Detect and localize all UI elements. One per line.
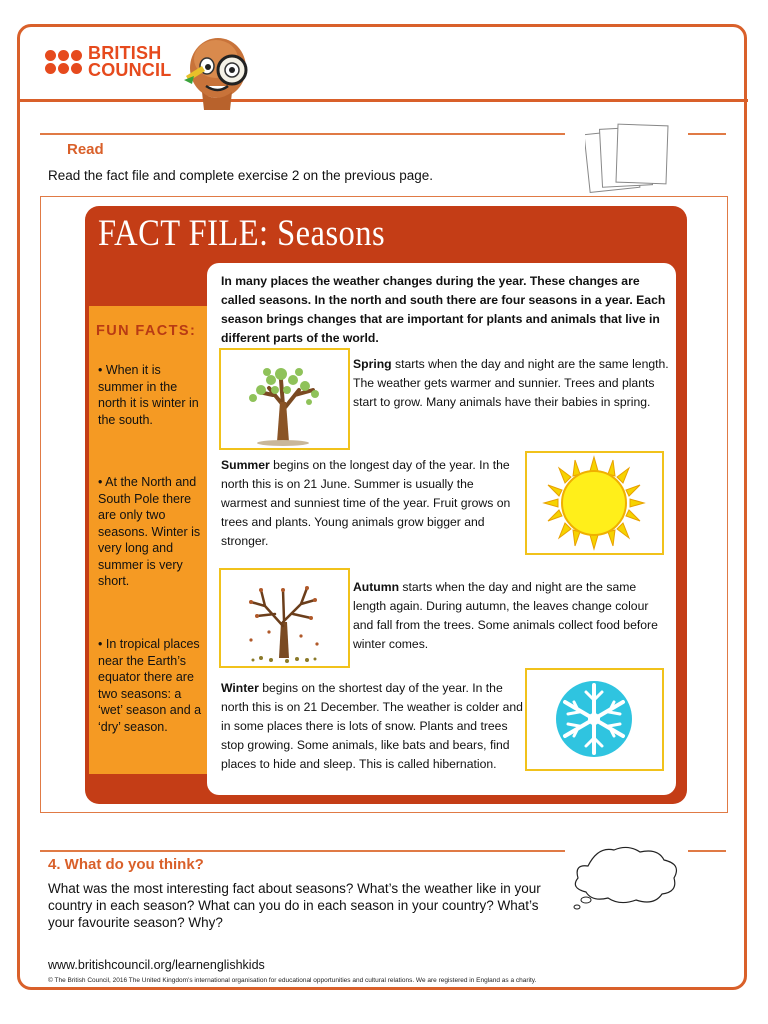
- spring-image: [219, 348, 350, 450]
- think-divider-right: [688, 850, 726, 852]
- header-divider: [20, 99, 748, 102]
- logo-dots-icon: [45, 50, 82, 74]
- autumn-tree-icon: [221, 570, 348, 666]
- read-divider-right: [688, 133, 726, 135]
- spring-description: starts when the day and night are the same length. The weather gets warmer and sunnier. Trees and plants start to grow. Many animals have their babies in spring.: [353, 357, 669, 409]
- fun-fact-item: • In tropical places near the Earth’s equator there are two seasons: a ‘wet’ season and a ‘dry’ season.: [98, 637, 202, 734]
- spring-label: Spring: [353, 357, 392, 371]
- read-instruction: Read the fact file and complete exercise 2 on the previous page.: [48, 168, 433, 183]
- think-heading: 4. What do you think?: [48, 856, 204, 873]
- spring-tree-icon: [221, 350, 348, 448]
- fun-facts-title: FUN FACTS:: [96, 323, 197, 339]
- winter-text: [221, 679, 523, 774]
- logo-line-1: BRITISH: [88, 43, 162, 63]
- winter-description: begins on the shortest day of the year. In the north this is on 21 December. The weather is colder and in some places there is lots of snow. Plants and trees stop growing. Some animals, like bats and bears, find places to hide and sleep. This is called hibernation.: [221, 681, 523, 771]
- winter-label: Winter: [221, 681, 259, 695]
- snowflake-icon: [527, 670, 662, 769]
- thought-bubble-icon: [568, 840, 688, 912]
- autumn-description: starts when the day and night are the same length again. During autumn, the leaves change colour and fall from the trees. Some animals collect food before winter comes.: [353, 580, 658, 651]
- footer-url-link[interactable]: www.britishcouncil.org/learnenglishkids: [48, 958, 265, 972]
- summer-description: begins on the longest day of the year. In the north this is on 21 June. Summer is usually the warmest and sunniest time of the year. Fruit grows on trees and plants. Young animals grow bigger and stronger.: [221, 458, 511, 548]
- papers-icon: [585, 122, 671, 194]
- read-divider: [40, 133, 565, 135]
- autumn-text: [353, 578, 669, 654]
- fact-file-title: FACT FILE: Seasons: [98, 213, 386, 254]
- autumn-image: [219, 568, 350, 668]
- read-heading: Read: [67, 141, 104, 158]
- autumn-label: Autumn: [353, 580, 400, 594]
- fun-fact-item: • At the North and South Pole there are only two seasons. Winter is very long and summer is very short.: [98, 475, 201, 588]
- think-questions: What was the most interesting fact about seasons? What’s the weather like in your country in each season? What can you do in each season in your country? What’s your favourite season? Why?: [48, 881, 541, 930]
- mascot-icon: [180, 32, 260, 114]
- think-divider: [40, 850, 565, 852]
- sun-icon: [527, 453, 662, 553]
- winter-image: [525, 668, 664, 771]
- summer-image: [525, 451, 664, 555]
- seasons-intro: In many places the weather changes during the year. These changes are called seasons. In the north and south there are four seasons in a year. Each season brings changes that are important for plants and animals that live in different parts of the world.: [221, 274, 666, 345]
- summer-label: Summer: [221, 458, 270, 472]
- fun-fact-item: • When it is summer in the north it is winter in the south.: [98, 363, 199, 427]
- footer-copyright: © The British Council, 2016 The United Kingdom’s international organisation for educational opportunities and cultural relations. We are registered in England as a charity.: [48, 977, 537, 984]
- spring-text: [353, 355, 669, 412]
- british-council-logo[interactable]: [45, 45, 171, 79]
- summer-text: [221, 456, 521, 551]
- logo-line-2: COUNCIL: [88, 60, 172, 80]
- logo-text: [88, 45, 171, 79]
